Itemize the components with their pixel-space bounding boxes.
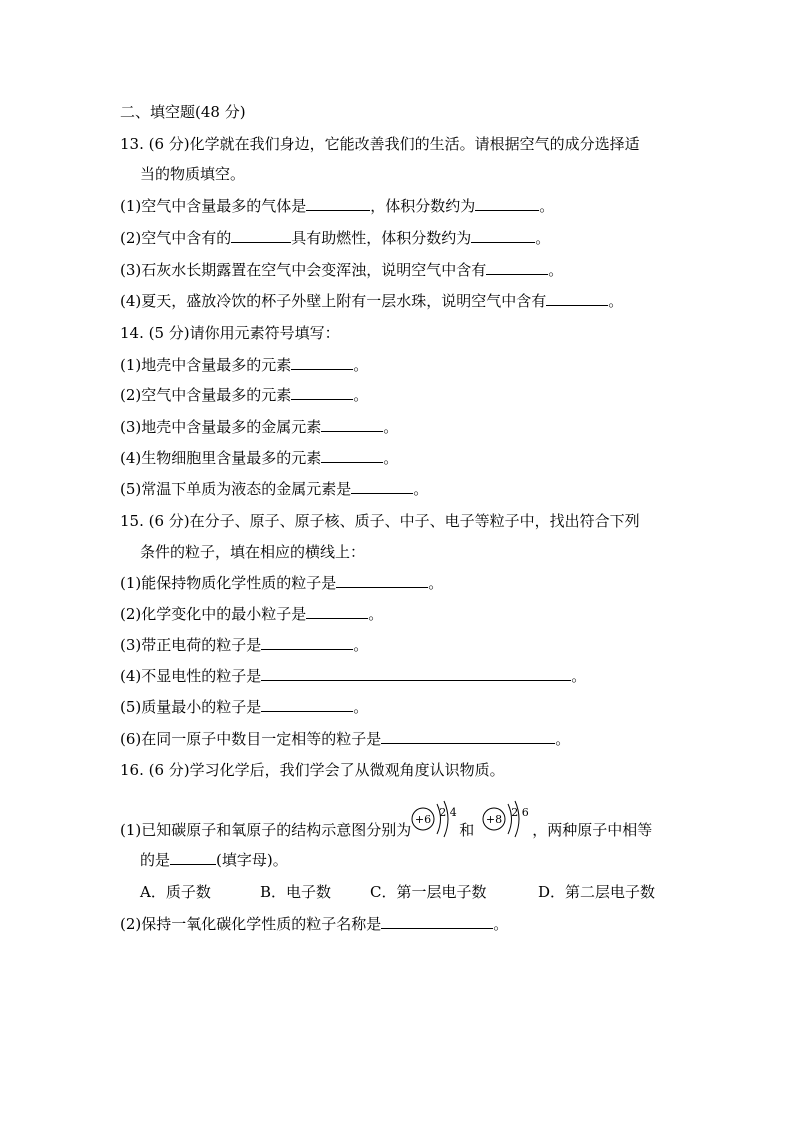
item-text: (2)保持一氧化碳化学性质的粒子名称是 (120, 915, 382, 933)
answer-blank[interactable] (336, 573, 428, 588)
item-text: ，两种原子中相等 (532, 821, 653, 839)
q14-stem: 14. (5 分)请你用元素符号填写： (120, 324, 340, 342)
item-text: 。 (383, 418, 399, 436)
answer-blank[interactable] (231, 228, 291, 243)
item-text: 。 (571, 667, 587, 685)
q13-item-2 (120, 228, 550, 248)
q15-stem-line-1: 15. (6 分)在分子、原子、原子核、质子、中子、电子等粒子中，找出符合下列 (120, 512, 640, 530)
option-c[interactable]: C．第一层电子数 (370, 883, 487, 901)
carbon-atom-diagram (411, 794, 459, 868)
q13-item-3 (120, 260, 563, 280)
answer-blank[interactable] (471, 228, 535, 243)
item-text: 。 (353, 698, 369, 716)
item-text: (2)空气中含量最多的元素 (120, 386, 292, 404)
answer-blank[interactable] (546, 291, 608, 306)
answer-blank[interactable] (261, 697, 353, 712)
answer-blank[interactable] (381, 729, 555, 744)
q13-stem-line-2: 当的物质填空。 (140, 165, 246, 183)
item-text: 。 (353, 636, 369, 654)
item-text: 。 (555, 730, 571, 748)
item-text: 。 (535, 229, 551, 247)
q16-item-2 (120, 914, 508, 934)
item-text: (2)化学变化中的最小粒子是 (120, 605, 307, 623)
oxygen-atom-diagram (482, 794, 532, 868)
answer-blank[interactable] (381, 914, 493, 929)
answer-blank[interactable] (306, 196, 370, 211)
answer-blank[interactable] (291, 385, 353, 400)
answer-blank[interactable] (486, 260, 548, 275)
q14-item-1 (120, 355, 368, 375)
item-text: 。 (368, 605, 384, 623)
q16-item-1-line-2 (140, 850, 288, 870)
answer-blank[interactable] (170, 850, 216, 865)
item-text: (3)地壳中含量最多的金属元素 (120, 418, 322, 436)
item-text: 。 (608, 292, 624, 310)
item-text: 。 (493, 915, 509, 933)
item-text: (4)夏天，盛放冷饮的杯子外壁上附有一层水珠，说明空气中含有 (120, 292, 547, 310)
answer-blank[interactable] (306, 604, 368, 619)
item-text: (1)能保持物质化学性质的粒子是 (120, 574, 337, 592)
q15-item-4 (120, 666, 586, 686)
q14-item-3 (120, 417, 398, 437)
answer-blank[interactable] (321, 417, 383, 432)
q15-item-5 (120, 697, 368, 717)
oxygen-nucleus-label: +8 (486, 813, 503, 826)
item-text: (1)地壳中含量最多的元素 (120, 356, 292, 374)
q14-item-5 (120, 479, 428, 499)
option-b[interactable]: B．电子数 (260, 883, 332, 901)
item-text: ，体积分数约为 (370, 197, 476, 215)
q16-stem: 16. (6 分)学习化学后，我们学会了从微观角度认识物质。 (120, 761, 505, 779)
answer-blank[interactable] (475, 196, 539, 211)
item-text: (2)空气中含有的 (120, 229, 232, 247)
answer-blank[interactable] (321, 448, 383, 463)
item-text: 。 (548, 261, 564, 279)
item-text: (4)不显电性的粒子是 (120, 667, 262, 685)
item-text: 。 (539, 197, 555, 215)
option-d[interactable]: D．第二层电子数 (538, 883, 656, 901)
option-a[interactable]: A．质子数 (140, 883, 211, 901)
carbon-nucleus-label: +6 (415, 813, 432, 826)
item-text: 。 (353, 356, 369, 374)
item-text: 具有助燃性，体积分数约为 (291, 229, 472, 247)
item-text: (1)已知碳原子和氧原子的结构示意图分别为 (120, 821, 412, 839)
item-text: 。 (383, 449, 399, 467)
item-text: (1)空气中含量最多的气体是 (120, 197, 307, 215)
q15-item-1 (120, 573, 443, 593)
item-text: 和 (459, 821, 475, 839)
q16-options (140, 882, 655, 902)
item-text: (3)带正电荷的粒子是 (120, 636, 262, 654)
carbon-shell-electrons: 2 4 (439, 806, 457, 819)
item-text: (6)在同一原子中数目一定相等的粒子是 (120, 730, 382, 748)
answer-blank[interactable] (351, 479, 413, 494)
item-text: 。 (353, 386, 369, 404)
answer-blank[interactable] (291, 355, 353, 370)
item-text: (5)质量最小的粒子是 (120, 698, 262, 716)
item-text: 。 (428, 574, 444, 592)
q15-stem-line-2: 条件的粒子，填在相应的横线上： (140, 543, 366, 561)
item-text: (4)生物细胞里含量最多的元素 (120, 449, 322, 467)
q13-item-1 (120, 196, 554, 216)
item-text: 。 (413, 480, 429, 498)
item-text: 的是 (140, 851, 171, 869)
item-text: (3)石灰水长期露置在空气中会变浑浊，说明空气中含有 (120, 261, 487, 279)
q13-item-4 (120, 291, 623, 311)
q15-item-2 (120, 604, 383, 624)
q14-item-2 (120, 385, 368, 405)
item-text: (5)常温下单质为液态的金属元素是 (120, 480, 352, 498)
oxygen-shell-electrons: 2 6 (511, 806, 530, 819)
answer-blank[interactable] (261, 635, 353, 650)
item-text: (填字母)。 (216, 851, 288, 869)
answer-blank[interactable] (261, 666, 571, 681)
q13-stem-line-1: 13. (6 分)化学就在我们身边，它能改善我们的生活。请根据空气的成分选择适 (120, 135, 640, 153)
q14-item-4 (120, 448, 398, 468)
q15-item-3 (120, 635, 368, 655)
section-title: 二、填空题(48 分) (120, 103, 246, 121)
q15-item-6 (120, 729, 570, 749)
